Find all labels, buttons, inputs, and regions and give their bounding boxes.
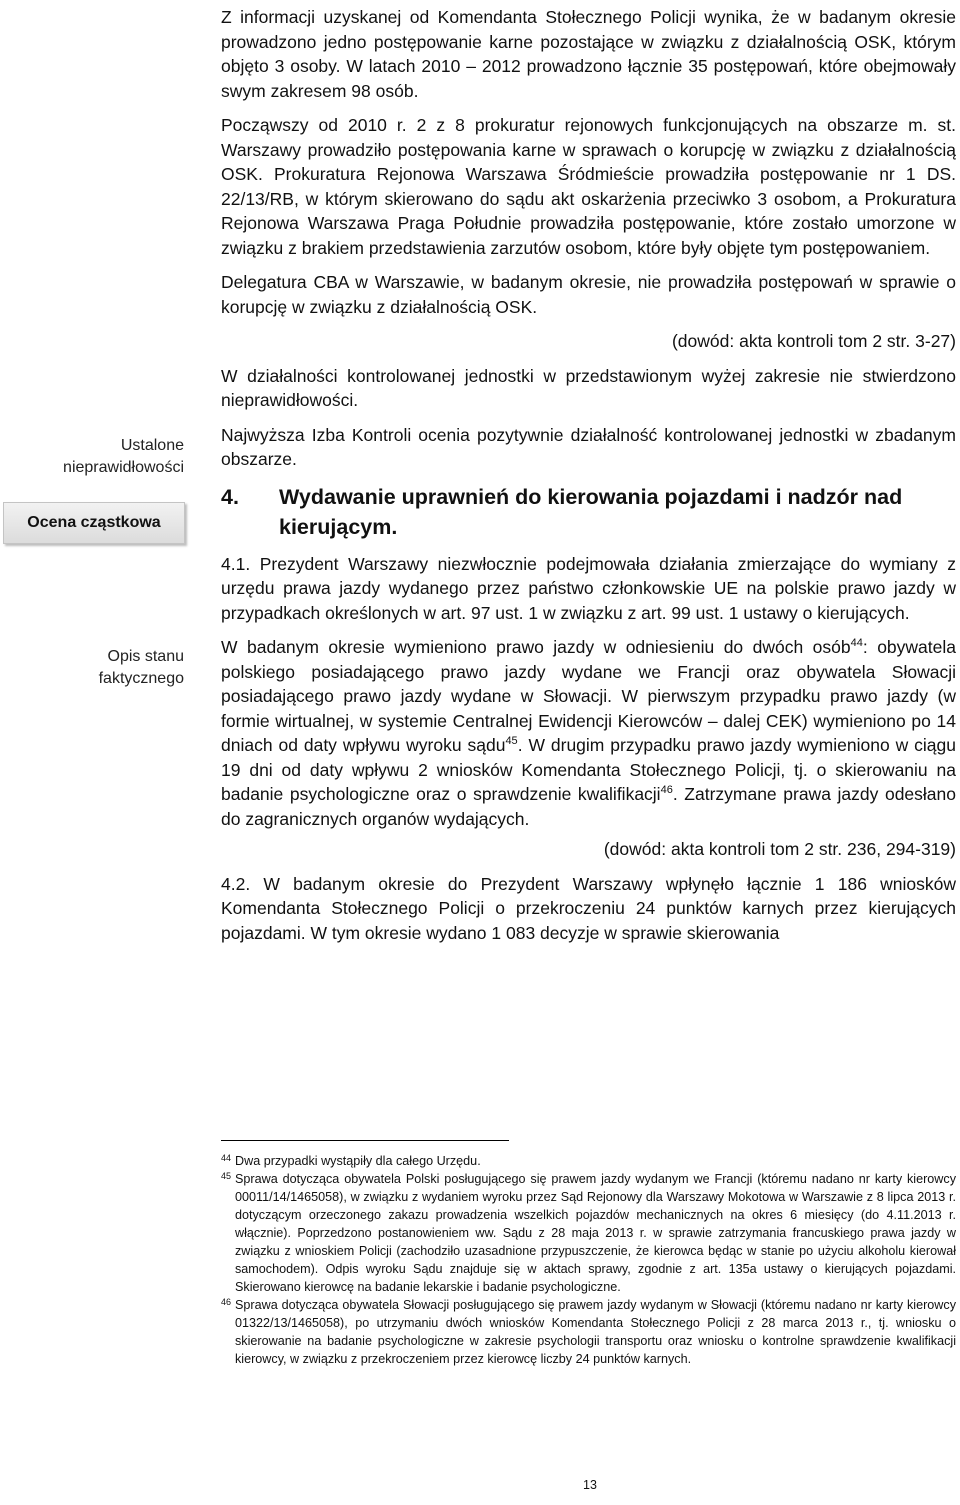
paragraph-findings: W działalności kontrolowanej jednostki w przedstawionym wyżej zakresie nie stwierdzono nieprawidłowości. [221,365,956,410]
footnote-separator [221,1140,509,1141]
findings-label: Ustalone nieprawidłowości [63,437,184,476]
paragraph-cba: Delegatura CBA w Warszawie, w badanym okresie, nie prowadziła postępowań w sprawie o korupcję w związku z działalnością OSK. [221,272,956,317]
footnotes [221,1152,956,1368]
margin-sidebar [0,0,196,1505]
footnote-ref-46[interactable]: 46 [660,784,673,797]
footnote-ref-45[interactable]: 45 [505,735,518,748]
paragraph-assessment: Najwyższa Izba Kontroli ocenia pozytywnie działalność kontrolowanej jednostki w zbadanym obszarze. [221,424,956,469]
paragraph-exchange: W badanym okresie wymieniono prawo jazdy w odniesieniu do dwóch osób$^{44}$: obywatela polskiego posiadającego prawo jazdy wydane we Francji oraz obywatela Słowacji posiadającego prawo jazdy wydane w Słowacji. W pierwszym przypadku prawo jazdy (w formie wirtualnej, w systemie Centralnej Ewidencji Kierowców – dalej CEK) wymieniono po 14 dniach od daty wpływu wyroku sądu$^{45}$. W drugim przypadku prawo jazdy wymieniono w ciągu 19 dni od daty wpływu 2 wniosków Komendanta Stołecznego Policji, tj. o skierowaniu na badanie psychologiczne oraz o sprawdzenie kwalifikacji$^{46}$. Zatrzymane prawa jazdy odesłano do zagranicznych organów wydających. [221,637,956,829]
paragraph-police: Z informacji uzyskanej od Komendanta Stołecznego Policji wynika, że w badanym okresie prowadzono jedno postępowanie karne pozostające w związku z działalnością OSK, którym objęto 3 osoby. W latach 2010 – 2012 prowadzono łącznie 35 postępowań, które obejmowały swym zakresem 98 osób. [221,7,956,101]
footnote-45: 45 Sprawa dotycząca obywatela Polski posługującego się prawem jazdy wydanym we Francji (któremu nadano nr karty kierowcy 00011/14/1465058), w związku z wydaniem wyroku przez Sąd Rejonowy dla Warszawy Mokotowa w Warszawie z 8 lipca 2013 r. dotyczącym orzeczonego zakazu prowadzenia wszelkich pojazdów mechanicznych na okres 6 miesięcy (do 4.11.2013 r. włącznie). Poprzedzono postanowieniem ww. Sądu z 28 maja 2013 r. w sprawie zatrzymania francuskiego prawa jazdy w związku z wnioskiem Policji (zachodziło uzasadnione przypuszczenie, że kierowca będąc w stanie po użyciu alkoholu kierował samochodem). Odpis wyroku Sądu znajduje się w aktach sprawy, zgodnie z art. 135a ustawy o kierujących pojazdami. Skierowano kierowcę na badanie lekarskie i badanie psychologiczne. [221,1171,956,1294]
main-text [221,0,956,945]
footnote-ref-44[interactable]: 44 [850,637,863,650]
evidence-reference-2: (dowód: akta kontroli tom 2 str. 236, 294-319) [603,839,956,859]
footnote-46: 46 Sprawa dotycząca obywatela Słowacji posługującego się prawem jazdy wydanym w Słowacji (któremu nadano nr karty kierowcy 01322/13/1465058), po utrzymaniu dwóch wniosków Komendanta Stołecznego Policji z 28 marca 2013 r., tj. wniosku o skierowanie na badanie psychologiczne w zakresie psychologii transportu oraz wniosku o kontrolne sprawdzenie kwalifikacji kierowcy, w związku z przekroczeniem przez kierowcę liczby 24 punktów karnych. [221,1297,956,1366]
paragraph-4-1: 4.1. Prezydent Warszawy niezwłocznie podejmowała działania zmierzające do wymiany z urzędu prawa jazdy wydanego przez państwo członkowskie UE na polskie prawo jazdy w przypadkach określonych w art. 97 ust. 1 w związku z art. 99 ust. 1 ustawy o kierujących. [221,553,956,623]
facts-label: Opis stanu faktycznego [98,648,184,687]
assessment-box: Ocena cząstkowa [3,502,185,544]
section-heading: 4. Wydawanie uprawnień do kierowania pojazdami i nadzór nad kierującym. [221,484,903,539]
paragraph-4-2: 4.2. W badanym okresie do Prezydent Warszawy wpłynęło łącznie 1 186 wniosków Komendanta Stołecznego Policji o przekroczeniu 24 punktów karnych przez kierujących pojazdami. W tym okresie wydano 1 083 decyzje w sprawie skierowania [221,873,956,943]
paragraph-prosecutors: Począwszy od 2010 r. 2 z 8 prokuratur rejonowych funkcjonujących na obszarze m. st. Warszawy prowadziło postępowania karne w sprawach o korupcję w związku z działalnością OSK. Prokuratura Rejonowa Warszawa Śródmieście prowadziła postępowanie nr 1 DS. 22/13/RB, w którym skierowano do sądu akt oskarżenia przeciwko 3 osobom, a Prokuratura Rejonowa Warszawa Praga Południe prowadziła postępowanie, które zostało umorzone w związku z brakiem przedstawienia zarzutów osobom, które były objęte tym postępowaniem. [221,115,956,258]
evidence-reference: (dowód: akta kontroli tom 2 str. 3-27) [671,331,956,351]
footnote-44: 44 Dwa przypadki wystąpiły dla całego Urzędu. [221,1153,481,1168]
page-number: 13 [583,1478,597,1492]
